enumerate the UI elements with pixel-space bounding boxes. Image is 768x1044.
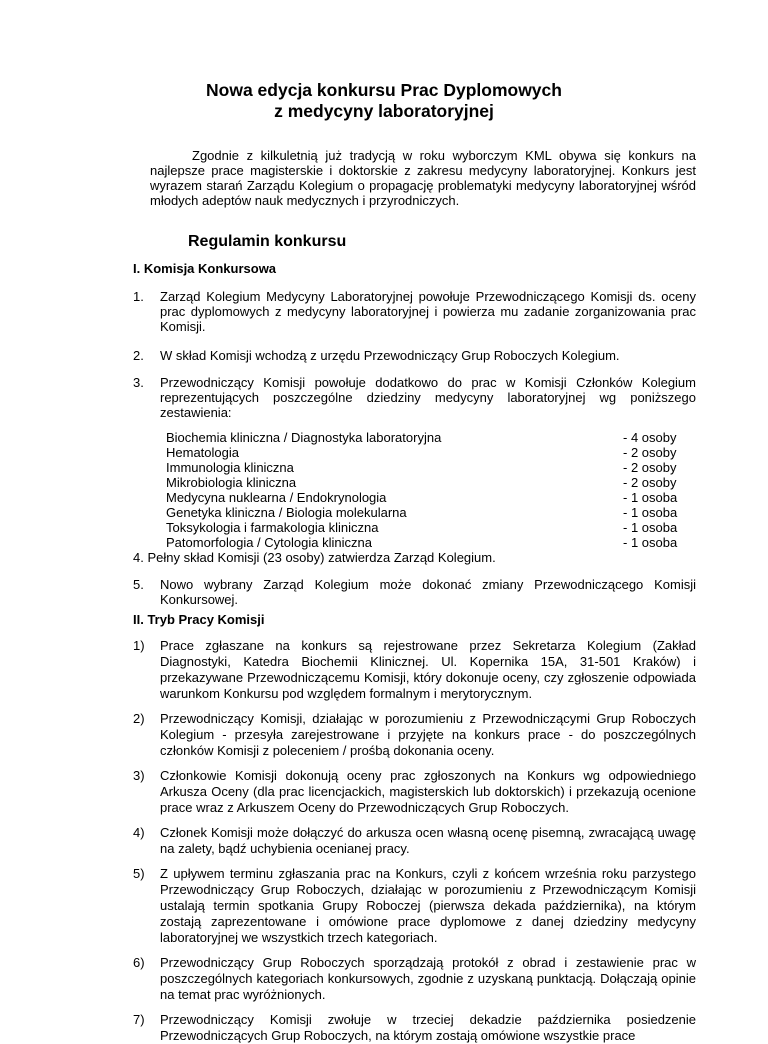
section1-item-1 <box>133 289 696 334</box>
section2-item-4 <box>133 825 696 857</box>
composition-count: - 2 osoby <box>623 445 677 460</box>
item-text: Przewodniczący Komisji zwołuje w trzeciej dekadzie października posiedzenie Przewodniczących Grup Roboczych, na którym zostają omówione wszystkie prace <box>160 1012 696 1043</box>
item-number: 3. <box>133 375 144 390</box>
composition-row <box>166 460 677 475</box>
item-number: 5) <box>133 866 145 881</box>
composition-count: - 1 osoba <box>623 535 678 550</box>
item-number: 2) <box>133 711 145 726</box>
item-text: Przewodniczący Komisji, działając w porozumieniu z Przewodniczącymi Grup Roboczych Kolegium - przesyła zarejestrowane i przyjęte na konkurs prace - do poszczególnych członków Komisji z poleceniem / prośbą dokonania oceny. <box>160 711 696 758</box>
item-text: Z upływem terminu zgłaszania prac na Konkurs, czyli z końcem września roku parzystego Przewodniczący Grup Roboczych, działając w porozumieniu z Przewodniczącym Komisji ustalają termin spotkania Grupy Roboczej (pierwsza dekada października), na którym zostają zaprezentowane i omówione prace dyplomowe z danej dziedziny medycyny laboratoryjnej we wszystkich trzech kategoriach. <box>160 866 696 945</box>
item-number: 1) <box>133 638 145 653</box>
intro-paragraph: Zgodnie z kilkuletnią już tradycją w roku wyborczym KML obywa się konkurs na najlepsze prace magisterskie i doktorskie z zakresu medycyny laboratoryjnej. Konkurs jest wyrazem starań Zarządu Kolegium o propagację problematyki medycyny laboratoryjnej wśród młodych adeptów nauk medycznych i przyrodniczych. <box>150 148 696 208</box>
composition-table <box>166 430 678 550</box>
item-text: Członek Komisji może dołączyć do arkusza ocen własną ocenę pisemną, zwracającą uwagę na zalety, bądź uchybienia ocenianej pracy. <box>160 825 696 856</box>
composition-field: Immunologia kliniczna <box>166 460 294 475</box>
section2-item-7 <box>133 1012 696 1044</box>
composition-row <box>166 520 678 535</box>
section2-item-1 <box>133 638 696 702</box>
section1-heading: I. Komisja Konkursowa <box>133 261 277 276</box>
composition-count: - 1 osoba <box>623 490 678 505</box>
composition-field: Genetyka kliniczna / Biologia molekularna <box>166 505 407 520</box>
section1-item-3 <box>133 375 696 420</box>
composition-field: Patomorfologia / Cytologia kliniczna <box>166 535 372 550</box>
item-text: Nowo wybrany Zarząd Kolegium może dokonać zmiany Przewodniczącego Komisji Konkursowej. <box>160 577 696 607</box>
composition-field: Hematologia <box>166 445 239 460</box>
item-number: 5. <box>133 577 144 592</box>
item-number: 7) <box>133 1012 145 1027</box>
composition-row <box>166 490 678 505</box>
composition-field: Biochemia kliniczna / Diagnostyka laboratoryjna <box>166 430 442 445</box>
section2-heading: II. Tryb Pracy Komisji <box>133 612 265 627</box>
composition-row <box>166 535 678 550</box>
document-title-line1: Nowa edycja konkursu Prac Dyplomowych <box>206 80 562 100</box>
section2-item-5 <box>133 866 696 946</box>
section2-item-3 <box>133 768 696 816</box>
item-number: 1. <box>133 289 144 304</box>
section2-item-2 <box>133 711 696 759</box>
composition-row <box>166 430 677 445</box>
composition-row <box>166 505 678 520</box>
item-number: 3) <box>133 768 145 783</box>
item-text: Przewodniczący Komisji powołuje dodatkowo do prac w Komisji Członków Kolegium reprezentujących poszczególne dziedziny medycyny laboratoryjnej wg poniższego zestawienia: <box>160 375 696 420</box>
composition-field: Mikrobiologia kliniczna <box>166 475 297 490</box>
item-number: 2. <box>133 348 144 363</box>
composition-row <box>166 445 677 460</box>
item-text: Przewodniczący Grup Roboczych sporządzają protokół z obrad i zestawienie prac w poszczególnych kategoriach konkursowych, zgodnie z uzyskaną punktacją. Dołączają opinie na temat prac wyróżnionych. <box>160 955 696 1002</box>
regulamin-title: Regulamin konkursu <box>188 233 347 250</box>
section1-item-4: 4. Pełny skład Komisji (23 osoby) zatwierdza Zarząd Kolegium. <box>133 550 496 565</box>
section1-item-5 <box>133 577 696 607</box>
section1-item-2 <box>133 348 696 363</box>
composition-count: - 1 osoba <box>623 505 678 520</box>
composition-count: - 4 osoby <box>623 430 677 445</box>
composition-field: Toksykologia i farmakologia kliniczna <box>166 520 379 535</box>
composition-count: - 1 osoba <box>623 520 678 535</box>
composition-count: - 2 osoby <box>623 475 677 490</box>
item-number: 4) <box>133 825 145 840</box>
composition-field: Medycyna nuklearna / Endokrynologia <box>166 490 387 505</box>
item-text: Zarząd Kolegium Medycyny Laboratoryjnej powołuje Przewodniczącego Komisji ds. oceny prac dyplomowych z medycyny laboratoryjnej i powierza mu zadanie zorganizowania prac Komisji. <box>160 289 696 334</box>
item-text: Prace zgłaszane na konkurs są rejestrowane przez Sekretarza Kolegium (Zakład Diagnostyki, Katedra Biochemii Klinicznej. Ul. Kopernika 15A, 31-501 Kraków) i przekazywane Przewodniczącemu Komisji, który dokonuje oceny, czy zgłoszenie odpowiada warunkom Konkursu pod względem formalnym i merytorycznym. <box>160 638 696 701</box>
item-text: W skład Komisji wchodzą z urzędu Przewodniczący Grup Roboczych Kolegium. <box>160 348 620 363</box>
section2-item-6 <box>133 955 696 1003</box>
composition-row <box>166 475 677 490</box>
item-number: 6) <box>133 955 145 970</box>
composition-count: - 2 osoby <box>623 460 677 475</box>
item-text: Członkowie Komisji dokonują oceny prac zgłoszonych na Konkurs wg odpowiedniego Arkusza Oceny (dla prac licencjackich, magisterskich lub doktorskich) i przekazują ocenione prace wraz z Arkuszem Oceny do Przewodniczących Grup Roboczych. <box>160 768 696 815</box>
document-title-line2: z medycyny laboratoryjnej <box>274 101 494 121</box>
